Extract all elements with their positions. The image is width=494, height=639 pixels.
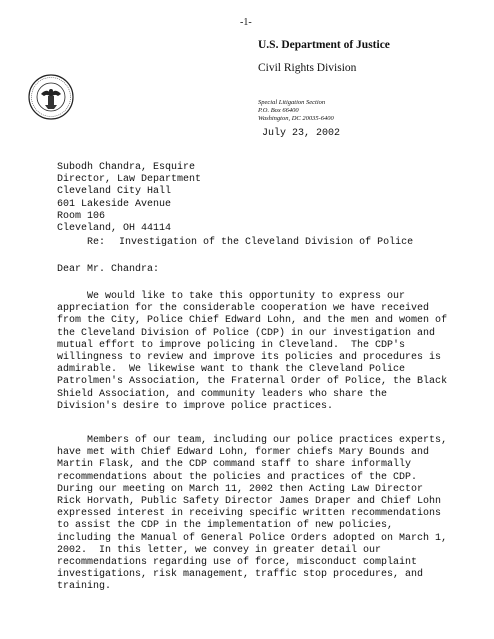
division-name: Civil Rights Division <box>258 62 357 74</box>
doj-seal-icon <box>28 74 74 120</box>
subject-line <box>87 237 413 248</box>
paragraph-line: Patrolmen's Association, the Fraternal Order of Police, the Black <box>57 376 448 388</box>
section-name: Special Litigation Section <box>258 99 326 106</box>
recipient-line: Subodh Chandra, Esquire <box>57 162 196 173</box>
paragraph-line: During our meeting on March 11, 2002 then Acting Law Director <box>57 483 424 495</box>
recipient-line: 601 Lakeside Avenue <box>57 198 172 210</box>
paragraph-line: Shield Association, and community leaders who share the <box>57 388 388 400</box>
paragraph-line: 2002. In this letter, we convey in greater detail our <box>57 544 382 556</box>
paragraph-line: admirable. We likewise want to thank the Cleveland Police <box>57 364 406 376</box>
paragraph-line: recommendations regarding use of force, misconduct complaint <box>57 557 418 569</box>
subject-text: Investigation of the Cleveland Division of Police <box>119 237 414 248</box>
letter-date: July 23, 2002 <box>262 128 341 139</box>
body-paragraph-2 <box>57 435 447 594</box>
po-box: P.O. Box 66400 <box>258 107 299 114</box>
paragraph-line: training. <box>57 581 112 593</box>
paragraph-line: expressed interest in receiving specific written recommendations <box>57 508 442 520</box>
recipient-address <box>57 162 201 235</box>
recipient-line: Room 106 <box>57 210 106 222</box>
recipient-line: Cleveland City Hall <box>57 186 172 198</box>
paragraph-line: Rick Horvath, Public Safety Director James Draper and Chief Lohn <box>57 496 442 508</box>
paragraph-line: have met with Chief Edward Lohn, former chiefs Mary Bounds and <box>57 447 430 459</box>
city-line: Washington, DC 20035-6400 <box>258 115 334 122</box>
paragraph-line: from the City, Police Chief Edward Lohn, and the men and women of <box>57 315 448 327</box>
paragraph-line: Division's desire to improve police practices. <box>57 400 334 412</box>
paragraph-line: appreciation for the considerable cooperation we have received <box>57 303 430 315</box>
paragraph-line: the Cleveland Division of Police (CDP) in our investigation and <box>57 327 436 339</box>
subject-label: Re: <box>87 237 106 248</box>
department-name: U.S. Department of Justice <box>258 39 390 51</box>
paragraph-line: mutual effort to improve policing in Cleveland. The CDP's <box>57 339 406 351</box>
paragraph-line: willingness to review and improve its policies and procedures is <box>57 352 442 364</box>
body-paragraph-1 <box>57 291 447 413</box>
paragraph-line: Martin Flask, and the CDP command staff to share informally <box>57 459 412 471</box>
page-number: -1- <box>240 17 252 28</box>
section-address <box>258 99 334 123</box>
paragraph-line: investigations, risk management, traffic stop procedures, and <box>57 569 424 581</box>
recipient-line: Director, Law Department <box>57 174 202 186</box>
salutation: Dear Mr. Chandra: <box>57 264 160 275</box>
paragraph-line: We would like to take this opportunity to express our <box>57 291 406 302</box>
paragraph-line: to assist the CDP in the implementation of new policies, <box>57 520 394 532</box>
paragraph-line: including the Manual of General Police Orders adopted on March 1, <box>57 532 448 544</box>
recipient-line: Cleveland, OH 44114 <box>57 223 172 235</box>
paragraph-line: recommendations about the policies and practices of the CDP. <box>57 471 418 483</box>
paragraph-line: Members of our team, including our police practices experts, <box>57 435 448 446</box>
